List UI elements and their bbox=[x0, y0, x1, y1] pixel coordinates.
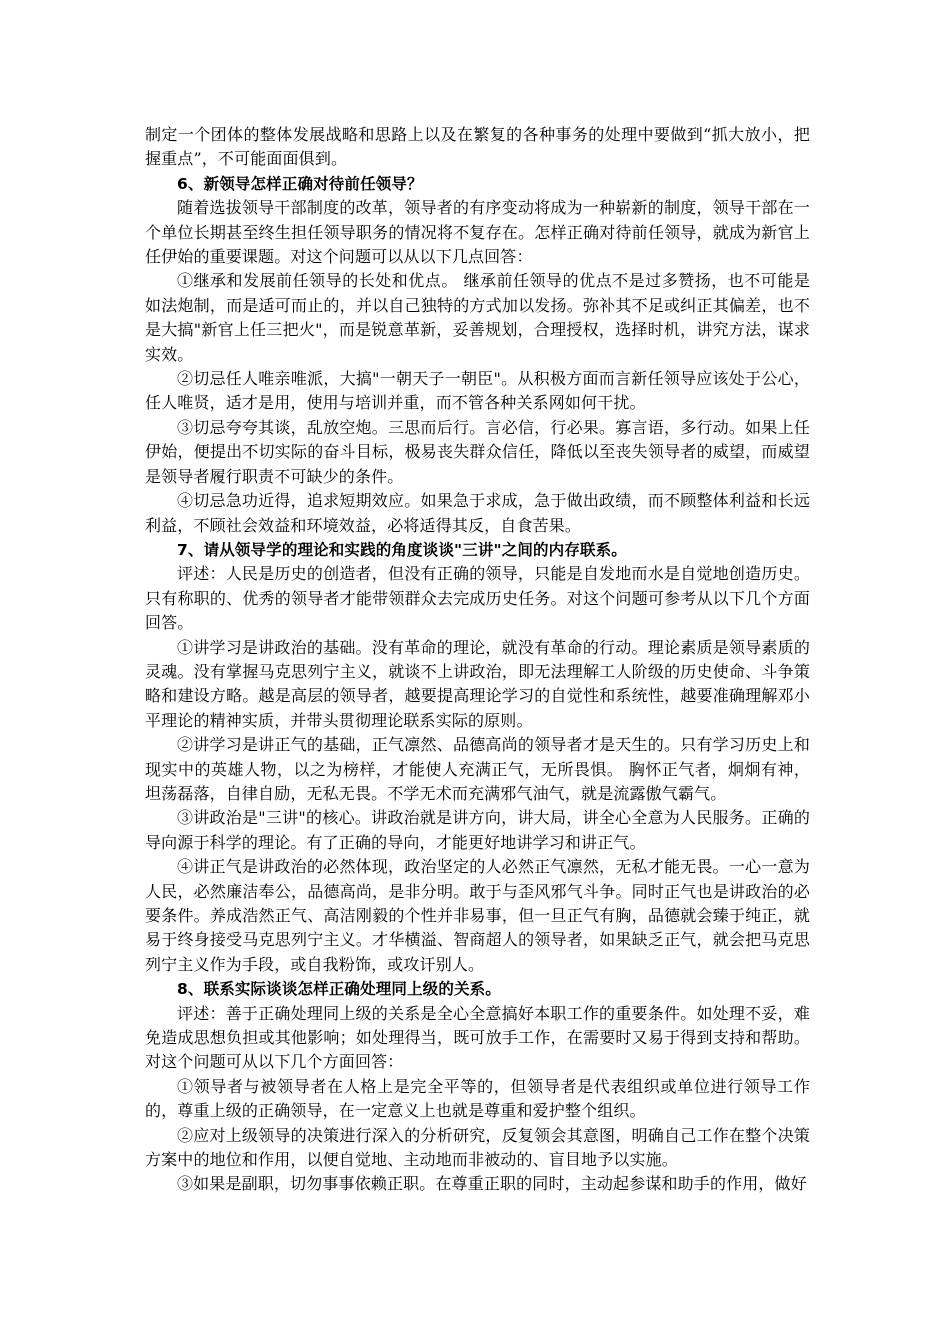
paragraph-continuation: 制定一个团体的整体发展战略和思路上以及在繁复的各种事务的处理中要做到“抓大放小，把握重点”，不可能面面俱到。 bbox=[145, 125, 810, 169]
list-item-paragraph: ②切忌任人唯亲唯派，大搞"一朝天子一朝臣"。从积极方面而言新任领导应该处于公心，任人唯贤，适才是用，使用与培训并重，而不管各种关系网如何干扰。 bbox=[145, 369, 810, 413]
paragraph: 评述：善于正确处理同上级的关系是全心全意搞好本职工作的重要条件。如处理不妥，难免造成思想负担或其他影响；如处理得当，既可放手工作，在需要时又易于得到支持和帮助。对这个问题可从以下几个方面回答： bbox=[145, 1003, 810, 1072]
paragraph: 评述：人民是历史的创造者，但没有正确的领导，只能是自发地而水是自觉地创造历史。只有称职的、优秀的领导者才能带领群众去完成历史任务。对这个问题可参考从以下几个方面回答。 bbox=[145, 564, 810, 633]
list-item-paragraph: ①讲学习是讲政治的基础。没有革命的理论，就没有革命的行动。理论素质是领导素质的灵魂。没有掌握马克思列宁主义，就谈不上讲政治，即无法理解工人阶级的历史使命、斗争策略和建设方略。越是高层的领导者，越要提高理论学习的自觉性和系统性，越要准确理解邓小平理论的精神实质，并带头贯彻理论联系实际的原则。 bbox=[145, 637, 810, 730]
document-page bbox=[145, 123, 810, 1197]
list-item-paragraph: ③如果是副职，切勿事事依赖正职。在尊重正职的同时，主动起参谋和助手的作用，做好 bbox=[177, 1174, 807, 1194]
section-heading-8: 8、联系实际谈谈怎样正确处理同上级的关系。 bbox=[177, 980, 501, 999]
list-item-paragraph: ④切忌急功近得，追求短期效应。如果急于求成，急于做出政绩，而不顾整体利益和长远利益，不顾社会效益和环境效益，必将适得其反，自食苦果。 bbox=[145, 491, 810, 535]
paragraph: 随着选拔领导干部制度的改革，领导者的有序变动将成为一种崭新的制度，领导干部在一个单位长期甚至终生担任领导职务的情况将不复存在。怎样正确对待前任领导，就成为新官上任伊始的重要课题。对这个问题可以从以下几点回答： bbox=[145, 198, 810, 267]
list-item-paragraph: ①继承和发展前任领导的长处和优点。 继承前任领导的优点不是过多赞扬，也不可能是如法炮制，而是适可而止的，并以自己独特的方式加以发扬。弥补其不足或纠正其偏差，也不是大搞"新官上任三把火"，而是锐意革新，妥善规划，合理授权，选择时机，讲究方法，谋求实效。 bbox=[145, 271, 810, 364]
list-item-paragraph: ③讲政治是"三讲"的核心。讲政治就是讲方向，讲大局，讲全心全意为人民服务。正确的导向源于科学的理论。有了正确的导向，才能更好地讲学习和讲正气。 bbox=[145, 808, 810, 852]
list-item-paragraph: ③切忌夸夸其谈，乱放空炮。三思而后行。言必信，行必果。寡言语，多行动。如果上任伊始，便提出不切实际的奋斗目标，极易丧失群众信任，降低以至丧失领导者的威望，而威望是领导者履行职责不可缺少的条件。 bbox=[145, 417, 810, 486]
section-heading-7: 7、请从领导学的理论和实践的角度谈谈"三讲"之间的内存联系。 bbox=[177, 540, 627, 559]
list-item-paragraph: ②应对上级领导的决策进行深入的分析研究，反复领会其意图，明确自己工作在整个决策方案中的地位和作用，以便自觉地、主动地而非被动的、盲目地予以实施。 bbox=[145, 1125, 810, 1170]
list-item-paragraph: ②讲学习是讲正气的基础，正气凛然、品德高尚的领导者才是天生的。只有学习历史上和现实中的英雄人物，以之为榜样，才能使人充满正气，无所畏惧。 胸怀正气者，炯炯有神，坦荡磊落，自律自励，无私无畏。不学无术而充满邪气油气，就是流露傲气霸气。 bbox=[145, 735, 810, 803]
list-item-paragraph: ④讲正气是讲政治的必然体现，政治坚定的人必然正气凛然，无私才能无畏。一心一意为人民，必然廉洁奉公，品德高尚，是非分明。敢于与歪风邪气斗争。同时正气也是讲政治的必要条件。养成浩然正气、高洁刚毅的个性并非易事，但一旦正气有胸，品德就会臻于纯正，就易于终身接受马克思列宁主义。才华横溢、智商超人的领导者，如果缺乏正气，就会把马克思列宁主义作为手段，或自我粉饰，或攻讦别人。 bbox=[145, 857, 810, 974]
section-heading-6: 6、新领导怎样正确对待前任领导？ bbox=[177, 174, 423, 193]
list-item-paragraph: ①领导者与被领导者在人格上是完全平等的，但领导者是代表组织或单位进行领导工作的，尊重上级的正确领导，在一定意义上也就是尊重和爱护整个组织。 bbox=[145, 1076, 810, 1121]
